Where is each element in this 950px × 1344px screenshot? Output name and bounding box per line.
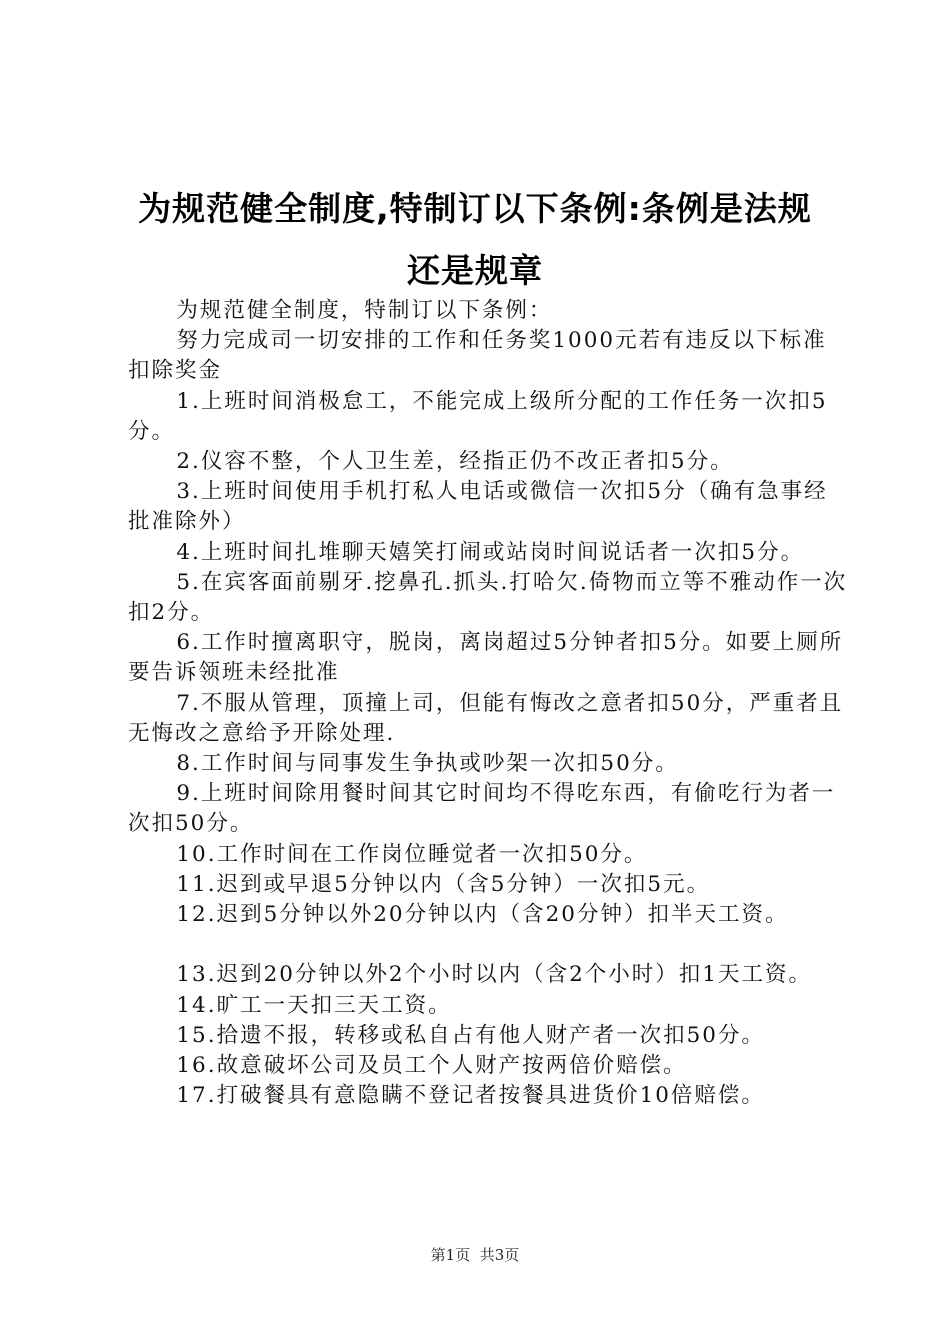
rule-item: 2.仪容不整，个人卫生差，经指正仍不改正者扣5分。 — [176, 449, 734, 475]
rule-item: 13.迟到20分钟以外2个小时以内（含2个小时）扣1天工资。 — [176, 962, 812, 988]
page-number: 第1页 — [430, 1246, 471, 1264]
title-line-2: 还是规章 — [407, 251, 543, 290]
rule-item: 14.旷工一天扣三天工资。 — [176, 992, 452, 1018]
title-line-1: 为规范健全制度,特制订以下条例:条例是法规 — [138, 189, 812, 228]
rule-item: 17.打破餐具有意隐瞒不登记者按餐具进货价10倍赔偿。 — [176, 1083, 765, 1109]
reward-paragraph: 努力完成司一切安排的工作和任务奖1000元若有违反以下标准扣除奖金 — [128, 328, 827, 384]
rule-item: 4.上班时间扎堆聊天嬉笑打闹或站岗时间说话者一次扣5分。 — [176, 539, 805, 565]
rule-item: 12.迟到5分钟以外20分钟以内（含20分钟）扣半天工资。 — [176, 902, 789, 928]
page-total: 共3页 — [479, 1246, 520, 1264]
rule-item: 11.迟到或早退5分钟以内（含5分钟）一次扣5元。 — [176, 871, 711, 897]
rule-item: 6.工作时擅离职守，脱岗，离岗超过5分钟者扣5分。如要上厕所要告诉领班未经批准 — [128, 630, 844, 686]
blank-line — [128, 930, 848, 960]
rule-item: 1.上班时间消极怠工，不能完成上级所分配的工作任务一次扣5分。 — [128, 388, 828, 444]
rule-item: 8.工作时间与同事发生争执或吵架一次扣50分。 — [176, 751, 679, 777]
document-body — [128, 296, 848, 1111]
rule-item: 16.故意破坏公司及员工个人财产按两倍价赔偿。 — [176, 1053, 687, 1079]
rule-item: 10.工作时间在工作岗位睡觉者一次扣50分。 — [176, 841, 648, 867]
rule-item: 5.在宾客面前剔牙.挖鼻孔.抓头.打哈欠.倚物而立等不雅动作一次扣2分。 — [128, 569, 848, 626]
rule-item: 15.拾遗不报，转移或私自占有他人财产者一次扣50分。 — [176, 1022, 765, 1048]
rule-item: 7.不服从管理，顶撞上司，但能有悔改之意者扣50分，严重者且无悔改之意给予开除处理. — [128, 690, 844, 746]
page-footer — [0, 1244, 950, 1265]
rule-item: 9.上班时间除用餐时间其它时间均不得吃东西，有偷吃行为者一次扣50分。 — [128, 781, 836, 837]
intro-paragraph: 为规范健全制度，特制订以下条例： — [176, 298, 553, 323]
document-title — [100, 178, 850, 302]
rule-item: 3.上班时间使用手机打私人电话或微信一次扣5分（确有急事经批准除外） — [128, 479, 828, 535]
